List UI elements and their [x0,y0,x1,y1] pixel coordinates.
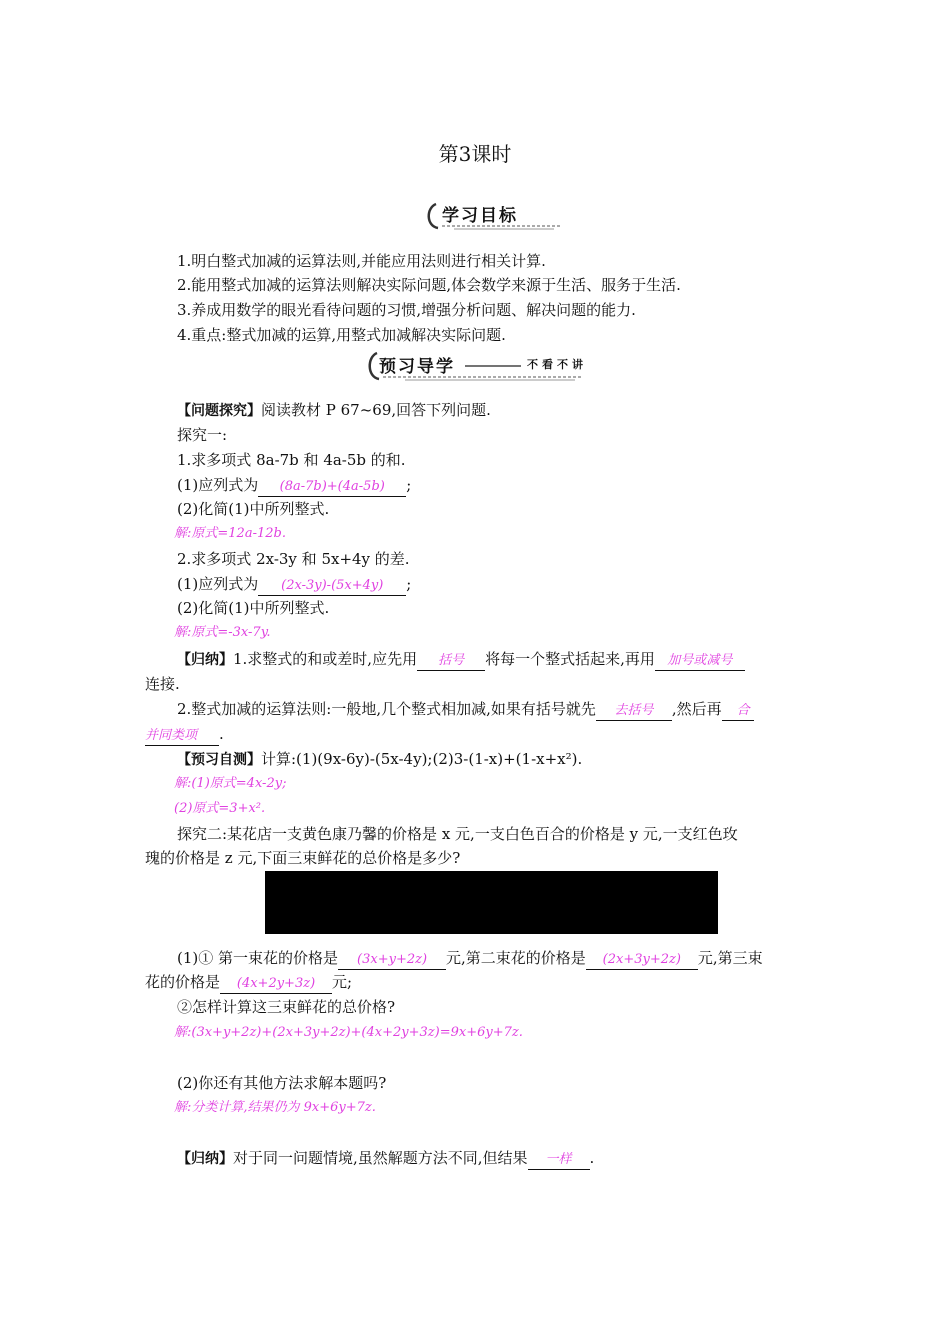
selftest-tag: 【预习自测】 [177,752,261,768]
goal-item: 2.能用整式加减的运算法则解决实际问题,体会数学来源于生活、服务于生活. [177,276,681,294]
part2-q2-answer: 解:分类计算,结果仍为 9x+6y+7z. [174,1100,376,1115]
summary2-tag: 【归纳】 [177,1151,233,1167]
question-1b: (2)化简(1)中所列整式. [177,500,330,518]
answer-blank: (2x-3y)-(5x+4y) [258,577,406,596]
answer-blank: (3x+y+2z) [338,951,446,970]
question-2a: (1)应列式为 (2x-3y)-(5x+4y) ; [177,574,411,596]
answer-blank: 加号或减号 [655,652,745,671]
answer-blank: 一样 [528,1151,590,1170]
page-title: 第3课时 [438,142,512,166]
goal-item: 4.重点:整式加减的运算,用整式加减解决实际问题. [177,326,506,344]
part2-q1-2-answer: 解:(3x+y+2z)+(2x+3y+2z)+(4x+2y+3z)=9x+6y+7z. [174,1025,523,1040]
question-1: 1.求多项式 8a-7b 和 4a-5b 的和. [177,451,406,469]
inquiry-intro: 【问题探究】阅读教材 P 67~69,回答下列问题. [177,401,491,419]
part2-q1-2: ②怎样计算这三束鲜花的总价格? [177,998,396,1016]
part2-q1-line1: (1)① 第一束花的价格是 (3x+y+2z) 元,第二束花的价格是 (2x+3y+2z) 元,第三束 [177,948,763,970]
selftest-answer-2: (2)原式=3+x². [174,801,266,816]
preview-banner-label: 预习导学 [379,356,455,377]
goals-banner [424,200,564,232]
answer-blank: 去括号 [596,702,672,721]
goal-item: 1.明白整式加减的运算法则,并能应用法则进行相关计算. [177,252,546,270]
answer-1b: 解:原式=12a-12b. [174,526,286,541]
part1-heading: 探究一: [177,426,228,444]
part2-q1-line2: 花的价格是 (4x+2y+3z) 元; [145,972,352,994]
answer-blank: (4x+2y+3z) [220,975,332,994]
preview-banner-sub: 不看不讲 [527,358,587,371]
summary1-line3: 2.整式加减的运算法则:一般地,几个整式相加减,如果有括号就先 去括号 ,然后再 合 [177,699,754,721]
part2-q2: (2)你还有其他方法求解本题吗? [177,1074,387,1092]
answer-blank: (8a-7b)+(4a-5b) [258,478,406,497]
answer-blank: 并同类项 [145,727,219,746]
answer-blank: (2x+3y+2z) [586,951,698,970]
answer-blank: 括号 [417,652,485,671]
answer-blank: 合 [722,702,754,721]
summary2-line: 【归纳】对于同一问题情境,虽然解题方法不同,但结果 一样 . [177,1148,594,1170]
question-2b: (2)化简(1)中所列整式. [177,599,330,617]
answer-2b: 解:原式=-3x-7y. [174,625,271,640]
summary1-tag: 【归纳】 [177,652,233,668]
question-2: 2.求多项式 2x-3y 和 5x+4y 的差. [177,550,410,568]
part2-line1: 探究二:某花店一支黄色康乃馨的价格是 x 元,一支白色百合的价格是 y 元,一支红色玫 [177,825,738,843]
summary1-line4: 并同类项 . [145,724,224,746]
part2-line2: 瑰的价格是 z 元,下面三束鲜花的总价格是多少? [145,849,461,867]
inquiry-tag: 【问题探究】 [177,403,261,419]
summary1-line1: 【归纳】1.求整式的和或差时,应先用 括号 将每一个整式括起来,再用 加号或减号 [177,649,745,671]
flower-image-placeholder [265,871,718,934]
question-1a: (1)应列式为 (8a-7b)+(4a-5b) ; [177,475,411,497]
selftest-line: 【预习自测】计算:(1)(9x-6y)-(5x-4y);(2)3-(1-x)+(1-x+x²). [177,750,583,768]
goals-banner-label: 学习目标 [442,205,518,226]
selftest-answer-1: 解:(1)原式=4x-2y; [174,776,287,791]
goal-item: 3.养成用数学的眼光看待问题的习惯,增强分析问题、解决问题的能力. [177,301,636,319]
summary1-line2: 连接. [145,675,180,693]
preview-banner [365,349,587,383]
